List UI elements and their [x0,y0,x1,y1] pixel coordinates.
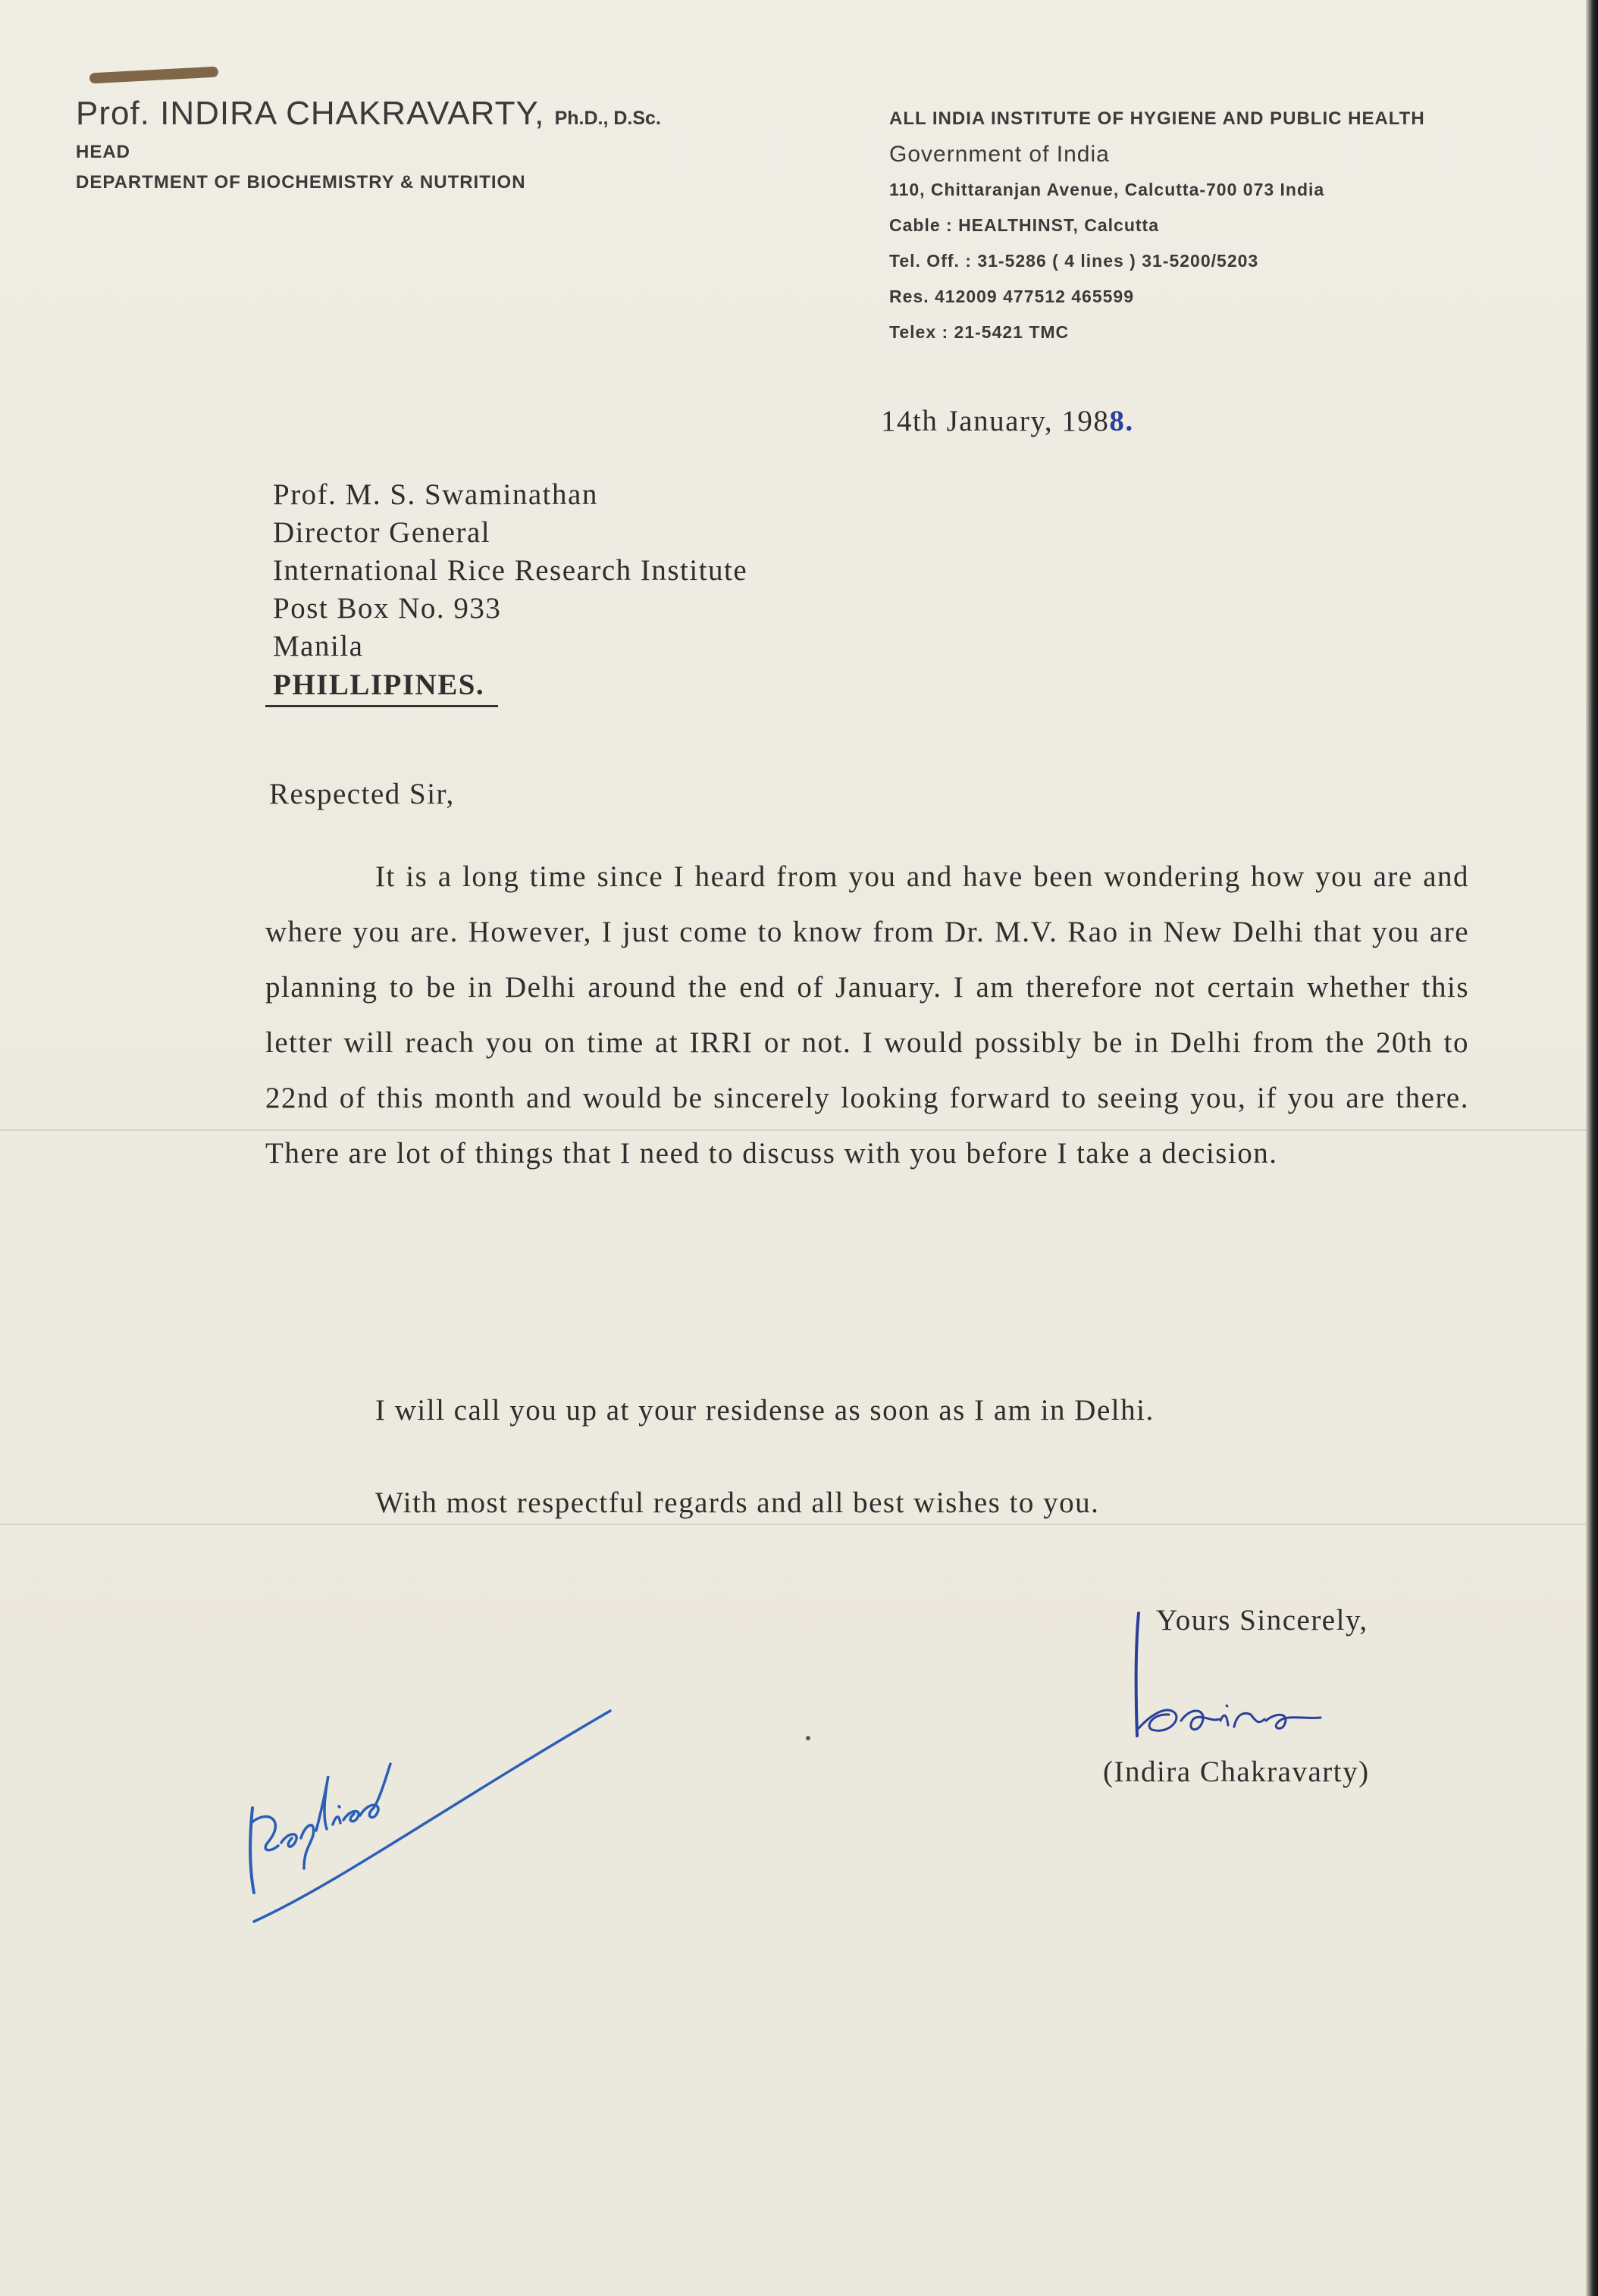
replied-annotation [231,1694,625,1944]
body-paragraph-1: It is a long time since I heard from you and have been wondering how you are and where you are. However, I just come to know from Dr. M.V. Rao in New Delhi that you are planning to be in Delhi around the end of January. I am therefore not certain whether this letter will reach you on time at IRRI or not. I would possibly be in Delhi from the 20th to 22nd of this month and would be sincerely looking forward to seeing you, if you are there. There are lot of things that I need to discuss with you before I take a decision. [265,860,1469,1170]
salutation: Respected Sir, [269,778,455,810]
letterhead-right [889,101,1425,350]
telex-number: Telex : 21-5421 TMC [889,322,1070,342]
page-edge [1586,0,1598,2296]
handwritten-signature [1122,1599,1455,1751]
date-typed: 14th January, 198 [881,405,1110,437]
closing: Yours Sincerely, [1156,1604,1368,1637]
sender-name: Prof. INDIRA CHAKRAVARTY, [76,95,555,132]
recipient-country: PHILLIPINES. [265,666,498,707]
letterhead-left [76,95,661,193]
body-paragraph-2: I will call you up at your residense as soon as I am in Delhi. [375,1394,1155,1427]
recipient-name: Prof. M. S. Swaminathan [273,478,598,511]
recipient-address [273,476,747,707]
recipient-city: Manila [273,630,364,662]
institute-name: ALL INDIA INSTITUTE OF HYGIENE AND PUBLIC HEALTH [889,108,1425,129]
office-telephone: Tel. Off. : 31-5286 ( 4 lines ) 31-5200/5203 [889,251,1259,271]
date-handwritten-digit: 8. [1109,405,1134,437]
residence-telephone: Res. 412009 477512 465599 [889,287,1135,306]
sender-title: HEAD [76,142,131,162]
paper-fold [0,1524,1598,1525]
letter-date [881,404,1134,438]
government-line: Government of India [889,142,1110,167]
ink-dot [806,1736,810,1740]
sender-qualifications: Ph.D., D.Sc. [554,108,661,129]
ink-smudge [89,67,218,84]
sender-name-line [76,95,661,133]
sender-department: DEPARTMENT OF BIOCHEMISTRY & NUTRITION [76,172,526,193]
signatory-name: (Indira Chakravarty) [1103,1756,1370,1788]
recipient-position: Director General [273,516,491,549]
recipient-organization: International Rice Research Institute [273,554,748,587]
institute-address: 110, Chittaranjan Avenue, Calcutta-700 073 India [889,180,1325,199]
cable-address: Cable : HEALTHINST, Calcutta [889,215,1159,235]
recipient-po-box: Post Box No. 933 [273,592,502,625]
body-paragraph-3: With most respectful regards and all best wishes to you. [375,1486,1100,1519]
